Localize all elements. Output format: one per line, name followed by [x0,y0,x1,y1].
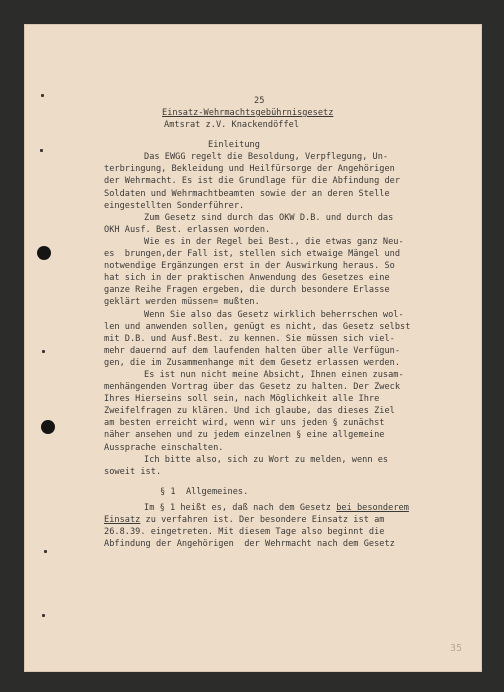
text-line: Soldaten und Wehrmachtbeamten sowie der an deren Stelle [104,188,390,199]
text-line: Wie es in der Regel bei Best., die etwas ganz Neu- [144,236,404,247]
text-line: mehr dauernd auf dem laufenden halten über alle Verfügun- [104,345,401,356]
text-line: Im § 1 heißt es, daß nach dem Gesetz bei besonderem [144,502,409,513]
text-line: der Wehrmacht. Es ist die Grundlage für die Abfindung der [104,176,401,187]
text-line: geklärt werden müssen= mußten. [104,297,260,308]
margin-mark [44,550,47,553]
text-line: ganze Reihe Fragen ergeben, die durch besondere Erlasse [104,285,390,296]
underlined-phrase: bei besonderem [336,502,409,513]
section-heading: § 1 Allgemeines. [160,486,249,497]
underlined-word: Einsatz [104,515,141,525]
text-line: Ich bitte also, sich zu Wort zu melden, wenn es [144,454,389,465]
section-heading: Einleitung [208,140,260,151]
text-line: eingestellten Sonderführer. [104,200,245,211]
margin-mark [41,94,44,97]
text-line: len und anwenden sollen, genügt es nicht, das Gesetz selbst [104,321,411,332]
text-line: am besten erreicht wird, wenn wir uns jeden § zunächst [104,418,385,429]
corner-mark: 35 [449,643,462,654]
punch-hole-bottom [41,420,55,434]
document-page [24,24,482,672]
text-line: Das EWGG regelt die Besoldung, Verpflegung, Un- [144,152,389,163]
text-line: notwendige Ergänzungen erst in der Auswirkung heraus. So [104,261,395,272]
text-line: es brungen,der Fall ist, stellen sich etwaige Mängel und [104,249,401,260]
margin-mark [40,149,43,152]
text-line: hat sich in der praktischen Anwendung des Gesetzes eine [104,273,390,284]
text-line: OKH Ausf. Best. erlassen worden. [104,224,271,235]
text-line: soweit ist. [104,466,162,477]
text-line: Ihres Hierseins soll sein, nach Möglichkeit alle Ihre [104,394,380,405]
text-line: terbringung, Bekleidung und Heilfürsorge der Angehörigen [104,164,395,175]
margin-mark [42,350,45,353]
text-line: gen, die im Zusammenhange mit dem Gesetz erlassen werden. [104,357,401,368]
text-line: Zum Gesetz sind durch das OKW D.B. und durch das [144,212,394,223]
punch-hole-top [37,246,51,260]
text-line: Es ist nun nicht meine Absicht, Ihnen einen zusam- [144,369,404,380]
document-title: Einsatz-Wehrmachtsgebührnisgesetz [162,108,334,118]
margin-mark [42,614,45,617]
text-line: Abfindung der Angehörigen der Wehrmacht nach dem Gesetz [104,539,395,550]
text-line: Zweifelfragen zu klären. Und ich glaube, das dieses Ziel [104,406,395,417]
typewritten-text [104,96,476,550]
document-subtitle: Amtsrat z.V. Knackendöffel [164,120,300,131]
text-line: Aussprache einschalten. [104,442,224,453]
page-number: 25 [254,96,265,106]
text-line: Wenn Sie also das Gesetz wirklich beherrschen wol- [144,309,404,320]
text-line: Einsatz zu verfahren ist. Der besondere Einsatz ist am [104,515,385,525]
text-line: menhängenden Vortrag über das Gesetz zu halten. Der Zweck [104,382,401,393]
text-line: näher ansehen und zu jedem einzelnen § eine allgemeine [104,430,385,441]
text-line: mit D.B. und Ausf.Best. zu kennen. Sie müssen sich viel- [104,333,395,344]
text-line: 26.8.39. eingetreten. Mit diesem Tage also beginnt die [104,527,385,538]
